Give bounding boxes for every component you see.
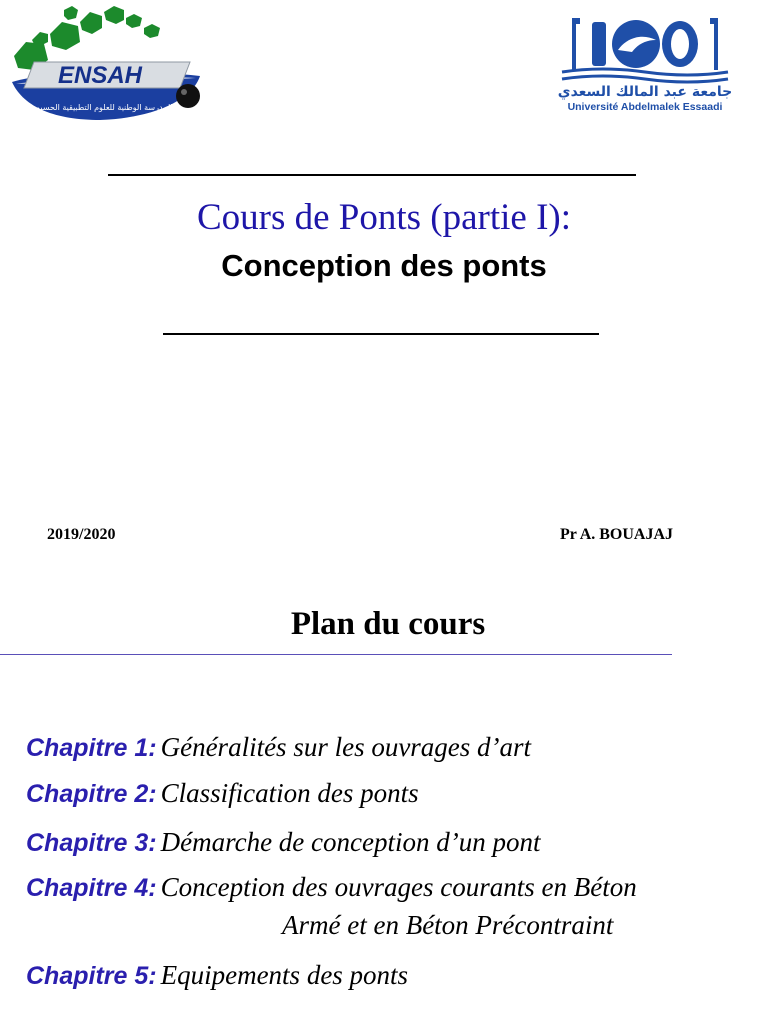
- chapter-4: [26, 870, 637, 909]
- chapter-label: Chapitre 1:: [26, 734, 157, 762]
- chapter-label: Chapitre 3:: [26, 829, 157, 857]
- ensah-logo: [4, 4, 214, 124]
- chapter-3: [26, 825, 540, 864]
- academic-year: 2019/2020: [47, 526, 116, 543]
- author-name: Pr A. BOUAJAJ: [560, 526, 674, 543]
- uae-logo: [532, 10, 758, 116]
- chapter-title: Equipements des ponts: [160, 960, 409, 990]
- chapter-5: [26, 958, 408, 997]
- chapter-title: Généralités sur les ouvrages d’art: [160, 732, 532, 762]
- chapter-title: Démarche de conception d’un pont: [160, 827, 541, 857]
- course-subtitle: Conception des ponts: [221, 248, 547, 283]
- chapter-title: Conception des ouvrages courants en Béton: [160, 872, 637, 902]
- subtitle-rule: [163, 333, 599, 335]
- chapter-label: Chapitre 4:: [26, 874, 157, 902]
- chapter-label: Chapitre 2:: [26, 780, 157, 808]
- uae-latin-text: Université Abdelmalek Essaadi: [567, 101, 723, 113]
- uae-arabic-text: جامعة عبد المالك السعدي: [557, 84, 733, 100]
- top-rule: [108, 174, 636, 176]
- chapter-title: Classification des ponts: [160, 778, 419, 808]
- plan-title: Plan du cours: [290, 606, 486, 642]
- ensah-green-tiles: [14, 6, 160, 70]
- chapter-label: Chapitre 5:: [26, 962, 157, 990]
- course-title: Cours de Ponts (partie I):: [196, 197, 572, 238]
- chapter-4-continuation: Armé et en Béton Précontraint: [282, 910, 614, 940]
- chapter-1: [26, 730, 531, 769]
- plan-rule: [0, 654, 672, 655]
- ensah-wordmark: ENSAH: [57, 62, 143, 89]
- ensah-arabic-text: المدرسة الوطنية للعلوم التطبيقية الحسيمة: [31, 103, 173, 112]
- chapter-2: [26, 776, 419, 815]
